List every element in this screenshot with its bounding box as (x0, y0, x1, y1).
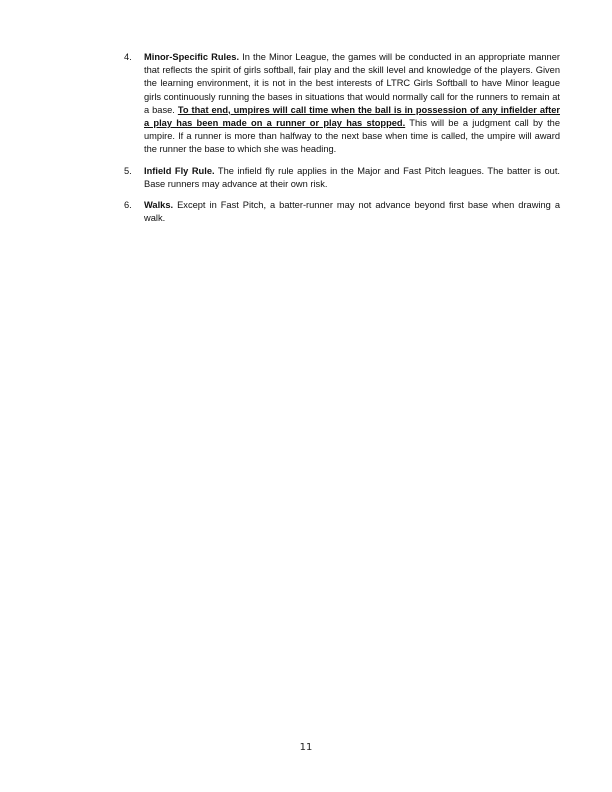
rule-number: 6. (124, 200, 132, 211)
rule-text: In the Minor League, the games will be conducted in an appropriate manner that reflects the spirit of girls softball, fair play and the skill level and knowledge of the players. Given the learning environment, it is not in the best interests of LTRC Girls Softball to have Minor league girls continuously running the bases in situations that would normally call for the runners to remain at a base. (144, 52, 560, 115)
rules-list (124, 51, 560, 233)
rule-text-continued: This will be a judgment call by the umpire. If a runner is more than halfway to the next base when time is called, the umpire will award the runner the base to which she was heading. (144, 118, 560, 155)
rule-infield-fly (124, 165, 560, 191)
rule-minor-specific (124, 51, 560, 157)
rule-text: The infield fly rule applies in the Major and Fast Pitch leagues. The batter is out. Base runners may advance at their own risk. (144, 165, 560, 189)
rule-number: 4. (124, 52, 132, 62)
rule-walks (124, 199, 560, 225)
page-number: 11 (299, 742, 313, 753)
rule-title: Walks. (144, 200, 174, 211)
rule-title: Infield Fly Rule. (144, 165, 215, 176)
rule-emphasis-text: To that end, umpires will call time when the ball is in possession of any infielder after a play has been made on a runner or play has stopped. (144, 104, 560, 129)
rule-number: 5. (124, 165, 132, 176)
rule-title: Minor-Specific Rules. (144, 52, 240, 62)
rule-text: Except in Fast Pitch, a batter-runner may not advance beyond first base when drawing a walk. (144, 200, 560, 224)
